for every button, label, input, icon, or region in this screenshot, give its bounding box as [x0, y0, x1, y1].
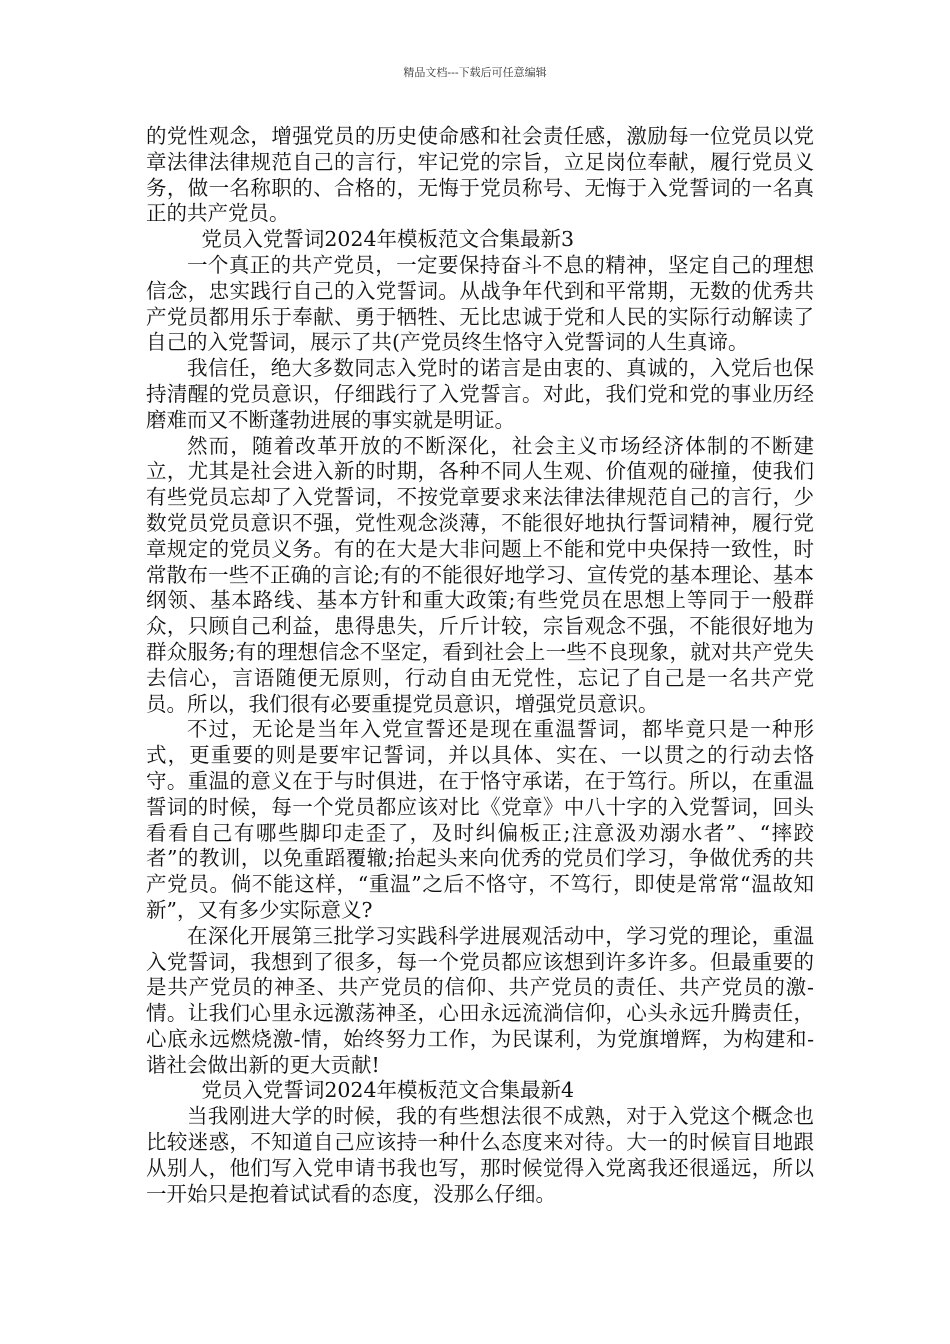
document-body	[146, 124, 814, 1207]
paragraph: 然而，随着改革开放的不断深化，社会主义市场经济体制的不断建立，尤其是社会进入新的时期，各种不同人生观、价值观的碰撞，使我们有些党员忘却了入党誓词，不按党章要求来法律法律规范自己的言行，少数党员党员意识不强，党性观念淡薄，不能很好地执行誓词精神，履行党章规定的党员义务。有的在大是大非问题上不能和党中央保持一致性，时常散布一些不正确的言论;有的不能很好地学习、宣传党的基本理论、基本纲领、基本路线、基本方针和重大政策;有些党员在思想上等同于一般群众，只顾自己利益，患得患失，斤斤计较，宗旨观念不强，不能很好地为群众服务;有的理想信念不坚定，看到社会上一些不良现象，就对共产党失去信心，言语随便无原则，行动自由无党性，忘记了自己是一名共产党员。所以，我们很有必要重提党员意识，增强党员意识。	[146, 433, 814, 716]
paragraph: 一个真正的共产党员，一定要保持奋斗不息的精神，坚定自己的理想信念，忠实践行自己的入党誓词。从战争年代到和平常期，无数的优秀共产党员都用乐于奉献、勇于牺牲、无比忠诚于党和人民的实际行动解读了自己的入党誓词，展示了共(产党员终生恪守入党誓词的人生真谛。	[146, 252, 814, 355]
paragraph: 我信任，绝大多数同志入党时的诺言是由衷的、真诚的，入党后也保持清醒的党员意识，仔细践行了入党誓言。对此，我们党和党的事业历经磨难而又不断蓬勃进展的事实就是明证。	[146, 356, 814, 432]
section-title: 党员入党誓词2024年模板范文合集最新4	[201, 1078, 575, 1103]
paragraph: 不过，无论是当年入党宣誓还是现在重温誓词，都毕竟只是一种形式，更重要的则是要牢记誓词，并以具体、实在、一以贯之的行动去恪守。重温的意义在于与时俱进，在于恪守承诺，在于笃行。所以，在重温誓词的时候，每一个党员都应该对比《党章》中八十字的入党誓词，回头看看自己有哪些脚印走歪了，及时纠偏板正;注意汲劝溺水者”、“摔跤者”的教训，以免重蹈覆辙;抬起头来向优秀的党员们学习，争做优秀的共产党员。倘不能这样，“重温”之后不恪守，不笃行，即使是常常“温故知新”，又有多少实际意义?	[146, 717, 814, 922]
page-header: 精品文档---下载后可任意编辑	[403, 66, 547, 79]
paragraph: 当我刚进大学的时候，我的有些想法很不成熟，对于入党这个概念也比较迷惑，不知道自己应该持一种什么态度来对待。大一的时候盲目地跟从别人，他们写入党申请书我也写，那时候觉得入党离我还很遥远，所以一开始只是抱着试试看的态度，没那么仔细。	[146, 1104, 814, 1206]
section-title: 党员入党誓词2024年模板范文合集最新3	[201, 227, 575, 252]
paragraph: 在深化开展第三批学习实践科学进展观活动中，学习党的理论，重温入党誓词，我想到了很多，每一个党员都应该想到许多许多。但最重要的是共产党员的神圣、共产党员的信仰、共产党员的责任、共产党员的激-情。让我们心里永远激荡神圣，心田永远流淌信仰，心头永远升腾责任，心底永远燃烧激-情，始终努力工作，为民谋利，为党旗增辉，为构建和-谐社会做出新的更大贡献!	[146, 923, 814, 1077]
paragraph: 的党性观念，增强党员的历史使命感和社会责任感，激励每一位党员以党章法律法律规范自己的言行，牢记党的宗旨，立足岗位奉献，履行党员义务，做一名称职的、合格的，无悔于党员称号、无悔于入党誓词的一名真正的共产党员。	[146, 124, 814, 226]
